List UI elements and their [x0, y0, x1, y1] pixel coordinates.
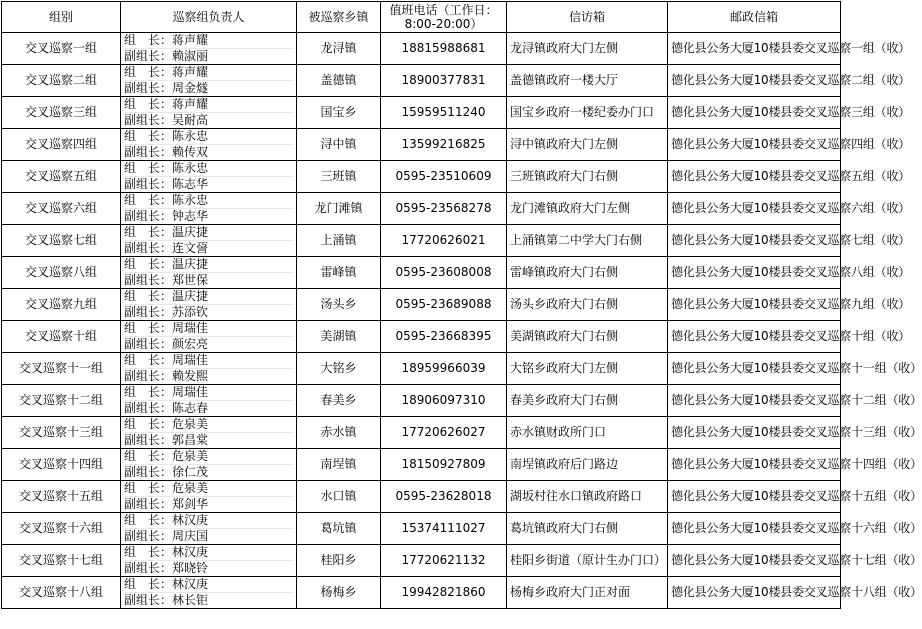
table-row	[2, 321, 841, 353]
leader-cell	[121, 513, 297, 545]
postal-box-cell: 德化县公务大厦10楼县委交叉巡察九组（收）	[668, 289, 841, 321]
postal-box-cell: 德化县公务大厦10楼县委交叉巡察三组（收）	[668, 97, 841, 129]
header-town: 被巡察乡镇	[297, 2, 381, 33]
phone-cell: 19942821860	[381, 577, 507, 609]
table-row	[2, 225, 841, 257]
complaint-box-cell: 汤头乡政府大门右侧	[507, 289, 668, 321]
leader-name: 组 长：周瑞佳	[124, 321, 209, 335]
phone-cell: 18150927809	[381, 449, 507, 481]
header-row	[2, 2, 841, 33]
town-cell: 龙门滩镇	[297, 193, 381, 225]
table-row	[2, 545, 841, 577]
phone-cell: 18900377831	[381, 65, 507, 97]
deputy-leader-name: 副组长：赖发熙	[124, 368, 293, 384]
deputy-leader-name: 副组长：赖淑丽	[124, 48, 293, 64]
town-cell: 上涌镇	[297, 225, 381, 257]
postal-box-cell: 德化县公务大厦10楼县委交叉巡察十五组（收）	[668, 481, 841, 513]
postal-box-cell: 德化县公务大厦10楼县委交叉巡察十八组（收）	[668, 577, 841, 609]
deputy-leader-name: 副组长：赖传双	[124, 144, 293, 160]
header-box: 信访箱	[507, 2, 668, 33]
town-cell: 国宝乡	[297, 97, 381, 129]
leader-cell	[121, 129, 297, 161]
leader-name: 组 长：温庆捷	[124, 257, 209, 271]
complaint-box-cell: 龙门滩镇政府大门左侧	[507, 193, 668, 225]
leader-cell	[121, 65, 297, 97]
town-cell: 水口镇	[297, 481, 381, 513]
complaint-box-cell: 杨梅乡政府大门正对面	[507, 577, 668, 609]
group-cell: 交叉巡察十八组	[2, 577, 121, 609]
leader-name: 组 长：陈永忠	[124, 129, 209, 143]
leader-name: 组 长：陈永忠	[124, 193, 209, 207]
postal-box-cell: 德化县公务大厦10楼县委交叉巡察一组（收）	[668, 33, 841, 65]
leader-name: 组 长：温庆捷	[124, 225, 209, 239]
town-cell: 春美乡	[297, 385, 381, 417]
leader-name: 组 长：危泉美	[124, 417, 209, 431]
leader-cell	[121, 385, 297, 417]
table-row	[2, 481, 841, 513]
table-row	[2, 289, 841, 321]
deputy-leader-name: 副组长：徐仁茂	[124, 464, 293, 480]
leader-name: 组 长：林汉庚	[124, 513, 209, 527]
phone-cell: 18815988681	[381, 33, 507, 65]
town-cell: 汤头乡	[297, 289, 381, 321]
complaint-box-cell: 大铭乡政府大门左侧	[507, 353, 668, 385]
postal-box-cell: 德化县公务大厦10楼县委交叉巡察十一组（收）	[668, 353, 841, 385]
postal-box-cell: 德化县公务大厦10楼县委交叉巡察二组（收）	[668, 65, 841, 97]
group-cell: 交叉巡察四组	[2, 129, 121, 161]
table-row	[2, 193, 841, 225]
header-group: 组别	[2, 2, 121, 33]
phone-cell: 18959966039	[381, 353, 507, 385]
leader-name: 组 长：蒋声耀	[124, 65, 209, 79]
group-cell: 交叉巡察十七组	[2, 545, 121, 577]
town-cell: 桂阳乡	[297, 545, 381, 577]
leader-name: 组 长：林汉庚	[124, 577, 209, 591]
leader-cell	[121, 481, 297, 513]
group-cell: 交叉巡察八组	[2, 257, 121, 289]
table-row	[2, 161, 841, 193]
leader-cell	[121, 353, 297, 385]
group-cell: 交叉巡察九组	[2, 289, 121, 321]
leader-cell	[121, 449, 297, 481]
postal-box-cell: 德化县公务大厦10楼县委交叉巡察十三组（收）	[668, 417, 841, 449]
leader-name: 组 长：危泉美	[124, 449, 209, 463]
leader-cell	[121, 417, 297, 449]
deputy-leader-name: 副组长：陈志华	[124, 176, 293, 192]
deputy-leader-name: 副组长：陈志春	[124, 400, 293, 416]
town-cell: 雷峰镇	[297, 257, 381, 289]
town-cell: 南埕镇	[297, 449, 381, 481]
table-row	[2, 449, 841, 481]
table-row	[2, 353, 841, 385]
complaint-box-cell: 雷峰镇政府大门右侧	[507, 257, 668, 289]
deputy-leader-name: 副组长：周庆国	[124, 528, 293, 544]
town-cell: 杨梅乡	[297, 577, 381, 609]
deputy-leader-name: 副组长：郑世保	[124, 272, 293, 288]
table-row	[2, 385, 841, 417]
leader-cell	[121, 161, 297, 193]
leader-name: 组 长：蒋声耀	[124, 97, 209, 111]
town-cell: 葛坑镇	[297, 513, 381, 545]
table-row	[2, 513, 841, 545]
postal-box-cell: 德化县公务大厦10楼县委交叉巡察六组（收）	[668, 193, 841, 225]
phone-cell: 0595-23510609	[381, 161, 507, 193]
complaint-box-cell: 浔中镇政府大门左侧	[507, 129, 668, 161]
leader-name: 组 长：蒋声耀	[124, 33, 209, 47]
complaint-box-cell: 春美乡政府大门右侧	[507, 385, 668, 417]
phone-cell: 15959511240	[381, 97, 507, 129]
group-cell: 交叉巡察十四组	[2, 449, 121, 481]
town-cell: 美湖镇	[297, 321, 381, 353]
phone-cell: 0595-23689088	[381, 289, 507, 321]
phone-cell: 17720626021	[381, 225, 507, 257]
town-cell: 盖德镇	[297, 65, 381, 97]
phone-cell: 13599216825	[381, 129, 507, 161]
complaint-box-cell: 龙浔镇政府大门左侧	[507, 33, 668, 65]
group-cell: 交叉巡察二组	[2, 65, 121, 97]
deputy-leader-name: 副组长：苏添钦	[124, 304, 293, 320]
header-phone: 值班电话（工作日：8:00-20:00）	[381, 2, 507, 33]
header-post: 邮政信箱	[668, 2, 841, 33]
group-cell: 交叉巡察一组	[2, 33, 121, 65]
leader-cell	[121, 97, 297, 129]
inspection-schedule-table	[1, 1, 922, 609]
complaint-box-cell: 三班镇政府大门右侧	[507, 161, 668, 193]
postal-box-cell: 德化县公务大厦10楼县委交叉巡察十组（收）	[668, 321, 841, 353]
leader-cell	[121, 577, 297, 609]
group-cell: 交叉巡察十六组	[2, 513, 121, 545]
phone-cell: 18906097310	[381, 385, 507, 417]
town-cell: 赤水镇	[297, 417, 381, 449]
leader-name: 组 长：危泉美	[124, 481, 209, 495]
phone-cell: 0595-23668395	[381, 321, 507, 353]
phone-cell: 0595-23608008	[381, 257, 507, 289]
phone-cell: 17720621132	[381, 545, 507, 577]
deputy-leader-name: 副组长：钟志华	[124, 208, 293, 224]
table-row	[2, 65, 841, 97]
complaint-box-cell: 国宝乡政府一楼纪委办门口	[507, 97, 668, 129]
table-row	[2, 33, 841, 65]
complaint-box-cell: 桂阳乡街道（原计生办门口）	[507, 545, 668, 577]
postal-box-cell: 德化县公务大厦10楼县委交叉巡察十七组（收）	[668, 545, 841, 577]
leader-cell	[121, 545, 297, 577]
complaint-box-cell: 南埕镇政府后门路边	[507, 449, 668, 481]
phone-cell: 15374111027	[381, 513, 507, 545]
leader-cell	[121, 289, 297, 321]
leader-cell	[121, 33, 297, 65]
postal-box-cell: 德化县公务大厦10楼县委交叉巡察十二组（收）	[668, 385, 841, 417]
table-row	[2, 97, 841, 129]
complaint-box-cell: 湖坂村往水口镇政府路口	[507, 481, 668, 513]
header-leader: 巡察组负责人	[121, 2, 297, 33]
postal-box-cell: 德化县公务大厦10楼县委交叉巡察八组（收）	[668, 257, 841, 289]
deputy-leader-name: 副组长：吴耐高	[124, 112, 293, 128]
group-cell: 交叉巡察七组	[2, 225, 121, 257]
leader-name: 组 长：林汉庚	[124, 545, 209, 559]
group-cell: 交叉巡察三组	[2, 97, 121, 129]
complaint-box-cell: 葛坑镇政府大门右侧	[507, 513, 668, 545]
group-cell: 交叉巡察十五组	[2, 481, 121, 513]
complaint-box-cell: 盖德镇政府一楼大厅	[507, 65, 668, 97]
group-cell: 交叉巡察六组	[2, 193, 121, 225]
postal-box-cell: 德化县公务大厦10楼县委交叉巡察十四组（收）	[668, 449, 841, 481]
table-row	[2, 257, 841, 289]
deputy-leader-name: 副组长：郭昌棠	[124, 432, 293, 448]
deputy-leader-name: 副组长：郑晓铃	[124, 560, 293, 576]
postal-box-cell: 德化县公务大厦10楼县委交叉巡察四组（收）	[668, 129, 841, 161]
deputy-leader-name: 副组长：林长钜	[124, 592, 293, 608]
leader-cell	[121, 257, 297, 289]
phone-cell: 0595-23628018	[381, 481, 507, 513]
town-cell: 龙浔镇	[297, 33, 381, 65]
phone-cell: 17720626027	[381, 417, 507, 449]
deputy-leader-name: 副组长：郑剑华	[124, 496, 293, 512]
leader-cell	[121, 225, 297, 257]
group-cell: 交叉巡察十二组	[2, 385, 121, 417]
leader-name: 组 长：周瑞佳	[124, 353, 209, 367]
postal-box-cell: 德化县公务大厦10楼县委交叉巡察十六组（收）	[668, 513, 841, 545]
postal-box-cell: 德化县公务大厦10楼县委交叉巡察七组（收）	[668, 225, 841, 257]
deputy-leader-name: 副组长：颜宏亮	[124, 336, 293, 352]
table-row	[2, 417, 841, 449]
complaint-box-cell: 美湖镇政府大门右侧	[507, 321, 668, 353]
group-cell: 交叉巡察十组	[2, 321, 121, 353]
group-cell: 交叉巡察五组	[2, 161, 121, 193]
leader-name: 组 长：周瑞佳	[124, 385, 209, 399]
leader-name: 组 长：陈永忠	[124, 161, 209, 175]
town-cell: 大铭乡	[297, 353, 381, 385]
leader-name: 组 长：温庆捷	[124, 289, 209, 303]
deputy-leader-name: 副组长：连文䛒	[124, 240, 293, 256]
table-row	[2, 129, 841, 161]
town-cell: 浔中镇	[297, 129, 381, 161]
group-cell: 交叉巡察十三组	[2, 417, 121, 449]
leader-cell	[121, 321, 297, 353]
leader-cell	[121, 193, 297, 225]
phone-cell: 0595-23568278	[381, 193, 507, 225]
town-cell: 三班镇	[297, 161, 381, 193]
group-cell: 交叉巡察十一组	[2, 353, 121, 385]
complaint-box-cell: 赤水镇财政所门口	[507, 417, 668, 449]
table-row	[2, 577, 841, 609]
postal-box-cell: 德化县公务大厦10楼县委交叉巡察五组（收）	[668, 161, 841, 193]
deputy-leader-name: 副组长：周金燧	[124, 80, 293, 96]
complaint-box-cell: 上涌镇第二中学大门右侧	[507, 225, 668, 257]
